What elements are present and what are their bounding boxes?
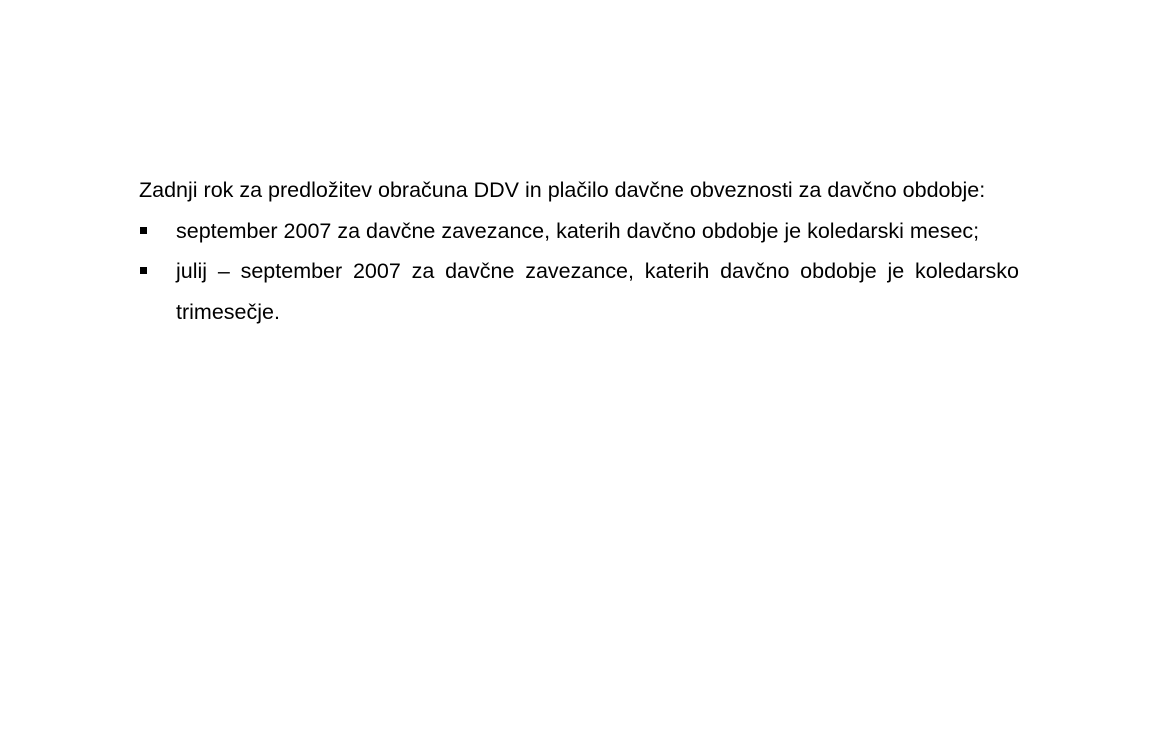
document-body [139,170,1019,332]
deadline-list [139,211,1019,333]
intro-paragraph: Zadnji rok za predložitev obračuna DDV in plačilo davčne obveznosti za davčno obdobje: [139,178,986,202]
list-item [139,251,1019,332]
list-item-text: julij – september 2007 za davčne zavezance, katerih davčno obdobje je koledarsko trimesečje. [176,259,1019,324]
list-item-text: september 2007 za davčne zavezance, katerih davčno obdobje je koledarski mesec; [176,218,980,243]
square-bullet-icon [140,267,147,274]
list-item [139,211,1019,252]
square-bullet-icon [140,227,147,234]
